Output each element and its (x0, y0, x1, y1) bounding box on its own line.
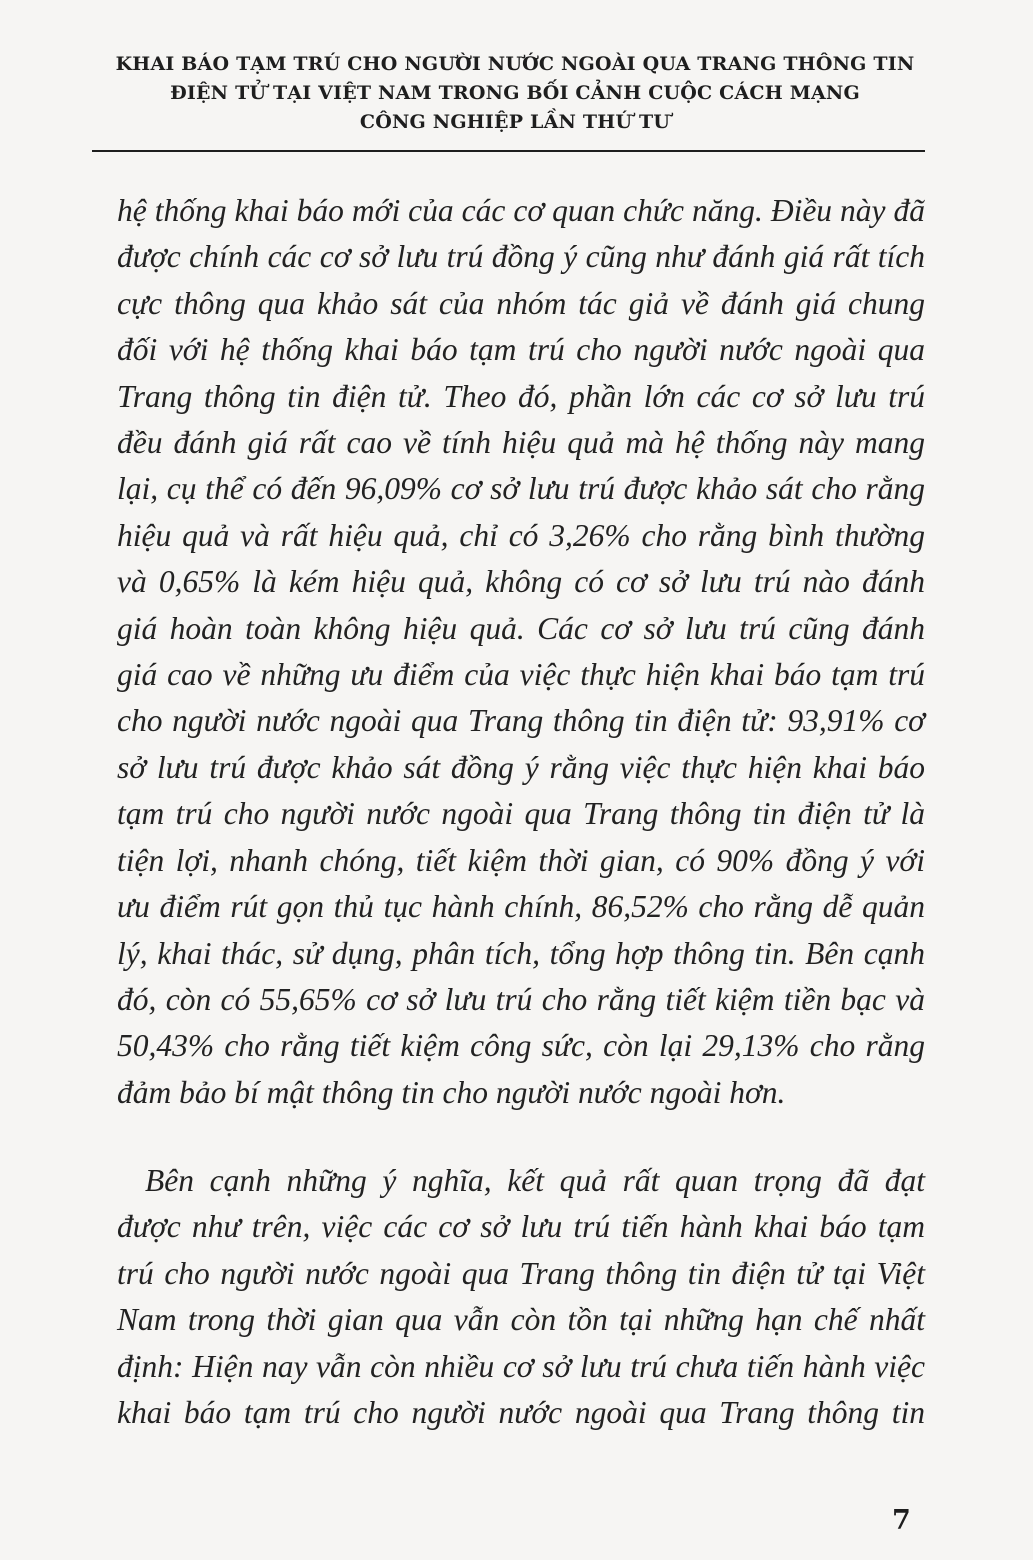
text-line: cho người nước ngoài qua Trang thông tin điện tử: 93,91% cơ (117, 703, 925, 739)
paragraph-1 (117, 188, 925, 1116)
text-line: Trang thông tin điện tử. Theo đó, phần lớn các cơ sở lưu trú (117, 378, 925, 414)
text-line: ưu điểm rút gọn thủ tục hành chính, 86,52% cho rằng dễ quản (117, 889, 925, 925)
text-line: đều đánh giá rất cao về tính hiệu quả mà hệ thống này mang (117, 425, 925, 461)
header-line: CÔNG NGHIỆP LẦN THỨ TƯ (359, 111, 671, 133)
text-line: lại, cụ thể có đến 96,09% cơ sở lưu trú được khảo sát cho rằng (117, 471, 925, 507)
text-line: lý, khai thác, sử dụng, phân tích, tổng hợp thông tin. Bên cạnh (117, 935, 925, 971)
text-line: hệ thống khai báo mới của các cơ quan chức năng. Điều này đã (117, 193, 925, 228)
text-line: và 0,65% là kém hiệu quả, không có cơ sở lưu trú nào đánh (117, 564, 925, 600)
text-line: đó, còn có 55,65% cơ sở lưu trú cho rằng tiết kiệm tiền bạc và (117, 981, 925, 1017)
text-line: được chính các cơ sở lưu trú đồng ý cũng như đánh giá rất tích (117, 239, 925, 275)
text-line: tiện lợi, nhanh chóng, tiết kiệm thời gian, có 90% đồng ý với (117, 842, 925, 878)
text-line: định: Hiện nay vẫn còn nhiều cơ sở lưu trú chưa tiến hành việc (117, 1348, 925, 1384)
header-line: ĐIỆN TỬ TẠI VIỆT NAM TRONG BỐI CẢNH CUỘC CÁCH MẠNG (170, 82, 860, 104)
text-line: tạm trú cho người nước ngoài qua Trang thông tin điện tử là (117, 796, 925, 832)
text-line: được như trên, việc các cơ sở lưu trú tiến hành khai báo tạm (117, 1209, 925, 1245)
page-number: 7 (892, 1505, 911, 1536)
text-line: trú cho người nước ngoài qua Trang thông tin điện tử tại Việt (117, 1255, 925, 1291)
header-line: KHAI BÁO TẠM TRÚ CHO NGƯỜI NƯỚC NGOÀI QUA TRANG THÔNG TIN (115, 53, 915, 75)
paragraph-2 (117, 1158, 925, 1436)
text-line: sở lưu trú được khảo sát đồng ý rằng việc thực hiện khai báo (117, 749, 925, 785)
text-line: hiệu quả và rất hiệu quả, chỉ có 3,26% cho rằng bình thường (117, 517, 925, 553)
text-line: Bên cạnh những ý nghĩa, kết quả rất quan trọng đã đạt (145, 1163, 925, 1198)
running-header (90, 50, 940, 137)
text-line: đảm bảo bí mật thông tin cho người nước ngoài hơn. (117, 1074, 786, 1110)
text-line: khai báo tạm trú cho người nước ngoài qua Trang thông tin (117, 1395, 925, 1431)
text-line: Nam trong thời gian qua vẫn còn tồn tại những hạn chế nhất (117, 1302, 925, 1338)
text-line: 50,43% cho rằng tiết kiệm công sức, còn lại 29,13% cho rằng (117, 1028, 925, 1064)
text-line: giá hoàn toàn không hiệu quả. Các cơ sở lưu trú cũng đánh (117, 610, 925, 646)
text-line: cực thông qua khảo sát của nhóm tác giả về đánh giá chung (117, 285, 925, 321)
header-divider (92, 150, 925, 152)
text-line: giá cao về những ưu điểm của việc thực hiện khai báo tạm trú (117, 657, 925, 693)
text-line: đối với hệ thống khai báo tạm trú cho người nước ngoài qua (117, 332, 925, 368)
